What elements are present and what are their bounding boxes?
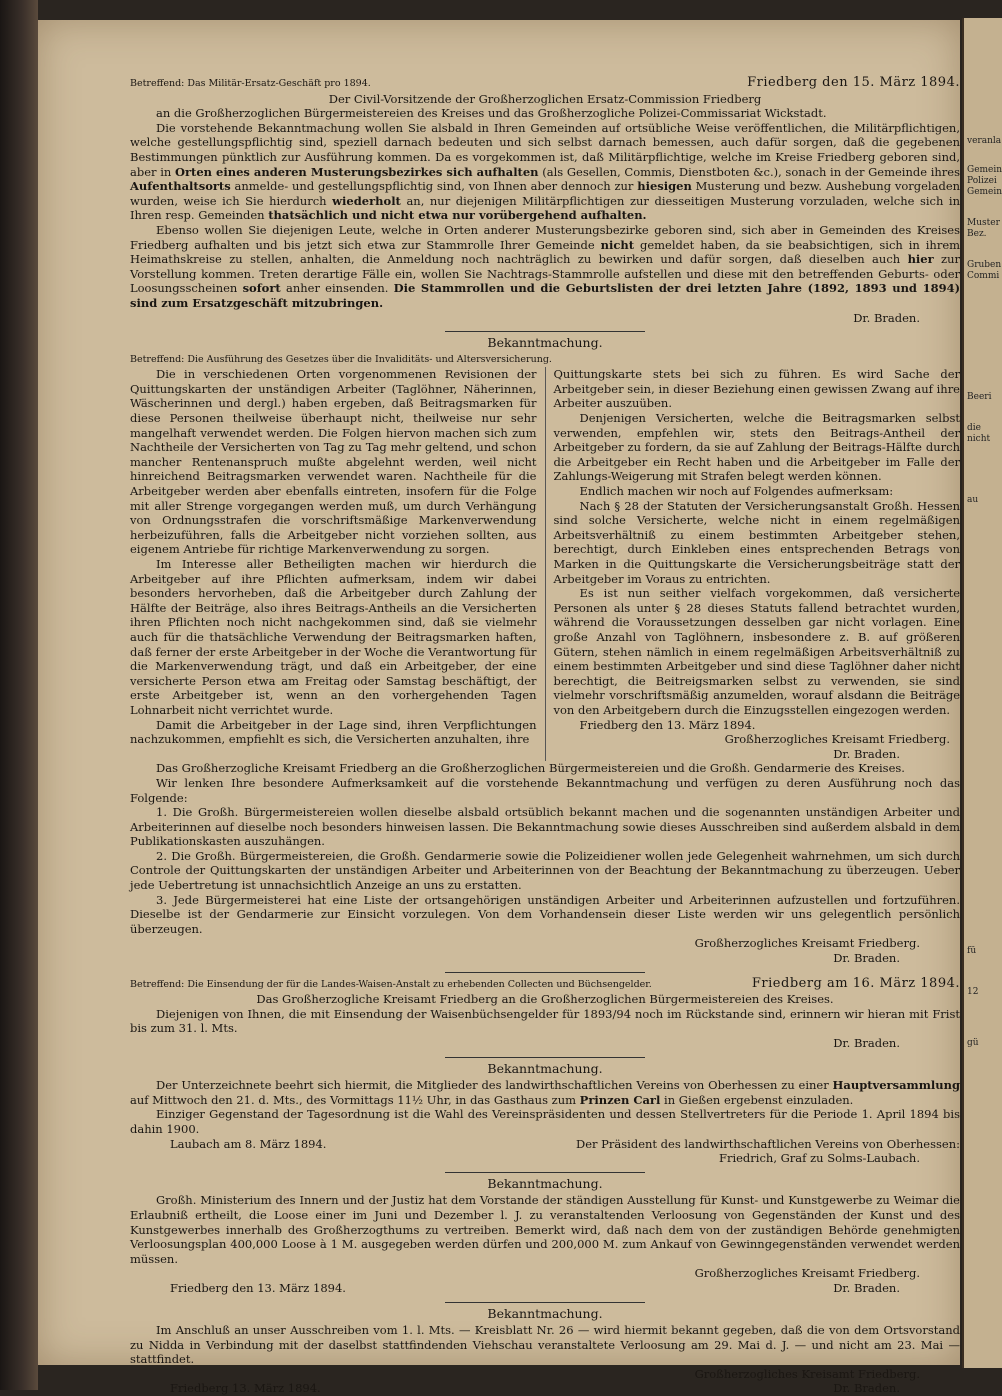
adjacent-text: Gemein: [967, 187, 1002, 197]
paragraph: Endlich machen wir noch auf Folgendes aufmerksam:: [579, 484, 894, 499]
notice-4-header: [130, 977, 960, 993]
text-run: Musterung und bezw. Aushebung vorgeladen wurden, weise ich Sie hierdurch: [130, 179, 961, 208]
notice-2-columns: [130, 367, 960, 761]
divider: [445, 1302, 645, 1303]
notice-7-date: Friedberg 13. März 1894.: [170, 1381, 321, 1396]
notice-4-betreff: Betreffend: Die Einsendung der für die Landes-Waisen-Anstalt zu erhebenden Collecten und Büchsengelder.: [130, 978, 652, 990]
bold-run: hier: [907, 252, 934, 267]
notice-1-date: Friedberg den 15. März 1894.: [747, 75, 960, 90]
notice-6-title: Bekanntmachung.: [487, 1175, 603, 1191]
text-run: zur Vorstellung kommen. Treten derartige Fälle ein, wollen Sie Nachtrags-Stammrolle aufstellen und diese mit den betreffenden Geburts- oder Loosungsscheinen: [130, 252, 961, 296]
notice-4-date: Friedberg am 16. März 1894.: [751, 975, 960, 991]
adjacent-text: nicht: [967, 434, 991, 444]
paragraph: Diejenigen von Ihnen, die mit Einsendung der Waisenbüchsengelder für 1893/94 noch im Rückstande sind, erinnern wir hieran mit Frist bis zum 31. l. Mts.: [130, 1006, 960, 1036]
text-run: in Gießen ergebenst einzuladen.: [664, 1092, 854, 1107]
paragraph: Im Anschluß an unser Ausschreiben vom 1. l. Mts. — Kreisblatt Nr. 26 — wird hiermit bekannt gegeben, daß die von dem Ortsvorstand zu Nidda in Verbindung mit der daselbst stattfindenden Viehschau veranstaltete Verloosung am 29. Mai d. J. — und nicht am 23. Mai — stattfindet.: [130, 1323, 960, 1367]
divider: [445, 1057, 645, 1058]
notice-1-from: Der Civil-Vorsitzende der Großherzoglichen Ersatz-Commission Friedberg: [328, 91, 762, 106]
notice-3-org: Großherzogliches Kreisamt Friedberg.: [694, 936, 920, 951]
text-run: (als Gesellen, Commis, Dienstboten &c.), sonach in der Gemeinde ihres: [542, 164, 961, 179]
notice-1-para-2: [130, 223, 960, 311]
adjacent-text: Gruben: [967, 260, 1002, 270]
notice-2-date: Friedberg den 13. März 1894.: [579, 717, 756, 732]
paragraph: Wir lenken Ihre besondere Aufmerksamkeit auf die vorstehende Bekanntmachung und verfügen zu deren Ausführung noch das Folgende:: [130, 775, 960, 805]
paragraph: Einziger Gegenstand der Tagesordnung ist die Wahl des Vereinspräsidenten und dessen Stellvertreters für die Periode 1. April 1894 bis dahin 1900.: [130, 1107, 960, 1136]
notice-2-title: Bekanntmachung.: [487, 335, 603, 351]
text-run: Der Unterzeichnete beehrt sich hiermit, die Mitglieder des landwirthschaftlichen Vereins von Oberhessen zu einer: [156, 1078, 829, 1093]
notice-4-signature: Dr. Braden.: [833, 1036, 900, 1050]
bold-run: wiederholt: [332, 193, 401, 208]
notice-7-signature: Dr. Braden.: [833, 1381, 900, 1396]
book-spine: [0, 0, 38, 1390]
bold-run: Hauptversammlung: [832, 1078, 961, 1093]
notice-4-head: Das Großherzogliche Kreisamt Friedberg an die Großherzoglichen Bürgermeistereien des Kreises.: [256, 992, 834, 1007]
notice-5-org: Der Präsident des landwirthschaftlichen Vereins von Oberhessen:: [575, 1136, 960, 1151]
notice-3-signature: Dr. Braden.: [833, 951, 900, 966]
adjacent-text: veranla: [967, 136, 1002, 146]
notice-3-head: Das Großherzogliche Kreisamt Friedberg an die Großherzoglichen Bürgermeistereien und die Großh. Gendarmerie des Kreises.: [156, 761, 905, 776]
text-run: Ebenso wollen Sie diejenigen Leute, welche in Orten anderer Musterungsbezirke geboren sind, sich aber in Gemeinden des Kreises Friedberg aufhalten und bis jetzt sich etwa zur Stammrolle Ihrer Gemeinde: [130, 222, 960, 252]
notice-1-para-1: [130, 121, 960, 223]
text-run: gemeldet haben, da sie beabsichtigen, sich in ihrem Heimathskreise zu stellen, anhalten, die Anmeldung noch nachträglich zu bewirken und dafür sorgen, daß dieselben auch: [130, 237, 961, 267]
notice-1-to: an die Großherzoglichen Bürgermeistereien des Kreises und das Großherzogliche Polizei-Commissariat Wickstadt.: [156, 106, 827, 121]
text-run: an, nur diejenigen Militärpflichtigen zur diesseitigen Musterung vorzuladen, welche sich in Ihren resp. Gemeinden: [130, 193, 961, 223]
paragraph: Denjenigen Versicherten, welche die Beitragsmarken selbst verwenden, empfehlen wir, stets den Beitrags-Antheil der Arbeitgeber zu fordern, da sie auf Zahlung der Beitrags-Hälfte durch die Arbeitgeber ein Recht haben und die Arbeitgeber im Falle der Zahlungs-Weigerung mit Strafen belegt werden können.: [553, 411, 960, 484]
notice-2-left-column: [130, 367, 537, 761]
notice-7-footer: [130, 1381, 960, 1396]
paragraph: Quittungskarte stets bei sich zu führen. Es wird Sache der Arbeitgeber sein, in dieser Beziehung einen gewissen Zwang auf ihre Arbeiter auszuüben.: [553, 367, 960, 411]
adjacent-text: gü: [967, 1038, 979, 1048]
paragraph: [130, 1078, 960, 1107]
divider: [445, 331, 645, 332]
text-run: Die vorstehende Bekanntmachung wollen Sie alsbald in Ihren Gemeinden auf ortsübliche Weise veröffentlichen, die Militärpflichtigen, welche gestellungspflichtig sind, speziell darnach bedeuten und sich selbst darnach bemessen, auch dafür sorgen, daß die gegebenen Bestimmungen pünktlich zur Ausführung kommen. Da es vorgekommen ist, daß Militärpflichtige, welche im Kreise Friedberg geboren sind, aber in: [130, 120, 960, 179]
paragraph: Nach § 28 der Statuten der Versicherungsanstalt Großh. Hessen sind solche Versicherte, welche nicht in einem regelmäßigen Arbeitsverhältniß zu einem bestimmten Arbeitgeber stehen, berechtigt, durch Einkleben eines entsprechenden Betrags von Marken in die Quittungskarte die Versicherungsbeiträge statt der Arbeitgeber im Voraus zu entrichten.: [553, 498, 960, 586]
adjacent-text: fü: [967, 946, 977, 956]
bold-run: sofort: [242, 281, 281, 296]
notice-5-footer: [130, 1137, 960, 1152]
bold-run: hiesigen: [637, 179, 692, 194]
adjacent-text: Muster: [967, 218, 1000, 228]
adjacent-text: Commi: [967, 271, 1000, 281]
notice-7-org: Großherzogliches Kreisamt Friedberg.: [694, 1366, 920, 1381]
notice-5-signature: Friedrich, Graf zu Solms-Laubach.: [718, 1151, 920, 1166]
bold-run: Die Stammrollen und die Geburtslisten der drei letzten Jahre (1892, 1893 und 1894) sind zum Ersatzgeschäft mitzubringen.: [130, 281, 961, 310]
notice-1-betreff: Betreffend: Das Militär-Ersatz-Geschäft pro 1894.: [130, 78, 371, 89]
text-run: anmelde- und gestellungspflichtig sind, von Ihnen aber dennoch zur: [234, 179, 634, 194]
paragraph: Damit die Arbeitgeber in der Lage sind, ihren Verpflichtungen nachzukommen, empfiehlt es sich, die Versicherten anzuhalten, ihre: [130, 717, 537, 747]
adjacent-text: Polizei: [967, 176, 997, 186]
page-content: [130, 76, 960, 1396]
notice-5-title: Bekanntmachung.: [487, 1060, 603, 1076]
paragraph: 2. Die Großh. Bürgermeistereien, die Großh. Gendarmerie sowie die Polizeidiener wollen jede Gelegenheit wahrnehmen, um sich durch Controle der Quittungskarten der unständigen Arbeiter und Arbeiterinnen von der Beachtung der Bekanntmachung zu überzeugen. Ueber jede Uebertretung ist unnachsichtlich Anzeige an uns zu erstatten.: [130, 848, 960, 893]
adjacent-text: au: [967, 495, 979, 505]
notice-2-betreff: Betreffend: Die Ausführung des Gesetzes über die Invaliditäts- und Altersversicherung.: [130, 353, 552, 365]
bold-run: thatsächlich und nicht etwa nur vorübergehend aufhalten.: [268, 208, 647, 223]
document-page: [38, 20, 961, 1396]
adjacent-text: Gemein: [967, 165, 1002, 175]
paragraph: Die in verschiedenen Orten vorgenommenen Revisionen der Quittungskarten der unständigen Arbeiter (Taglöhner, Näherinnen, Wäscherinnen und dergl.) haben ergeben, daß Beitragsmarken für diese Personen theilweise überhaupt nicht, theilweise nur sehr mangelhaft verwendet werden. Die Folgen hiervon machen sich zum Nachtheile der Versicherten von Tag zu Tag mehr geltend, und schon mancher Rentenanspruch mußte abgelehnt werden, weil nicht hinreichend Beitragsmarken verwendet waren. Nachtheile für die Arbeitgeber werden aber ebenfalls eintreten, insofern für die Folge mit aller Strenge vorgegangen werden muß, um durch Verhängung von Ordnungsstrafen die vorschriftsmäßige Markenverwendung herbeizuführen, falls die Arbeitgeber nicht vorziehen sollten, aus eigenem Antriebe für richtige Markenverwendung zu sorgen.: [130, 367, 537, 557]
column-divider: [545, 367, 546, 761]
adjacent-text: Bez.: [967, 229, 987, 239]
notice-6-date: Friedberg den 13. März 1894.: [170, 1280, 346, 1295]
bold-run: Prinzen Carl: [579, 1092, 661, 1107]
notice-7-title: Bekanntmachung.: [487, 1305, 603, 1321]
bold-run: Aufenthaltsorts: [130, 179, 231, 194]
divider: [445, 1172, 645, 1173]
text-run: auf Mittwoch den 21. d. Mts., des Vormittags 11½ Uhr, in das Gasthaus zum: [130, 1092, 577, 1107]
paragraph: Großh. Ministerium des Innern und der Justiz hat dem Vorstande der ständigen Ausstellung für Kunst- und Kunstgewerbe zu Weimar die Erlaubniß ertheilt, die Loose einer im Juni und Dezember l. J. zu veranstaltenden Verloosung von Gegenständen der Kunst und des Kunstgewerbes innerhalb des Großherzogthums zu vertreiben. Bemerkt wird, daß nach dem von der zuständigen Behörde genehmigten Verloosungsplan 400,000 Loose à 1 M. ausgegeben werden dürfen und 200,000 M. zum Ankauf von Gewinngegenständen verwendet werden müssen.: [130, 1193, 960, 1266]
notice-5-date: Laubach am 8. März 1894.: [170, 1136, 327, 1151]
text-run: anher einsenden.: [285, 281, 389, 296]
notice-6-footer: [130, 1281, 960, 1296]
notice-2-right-column: [554, 367, 961, 761]
bold-run: nicht: [600, 237, 635, 252]
adjacent-text: 12: [967, 987, 979, 997]
adjacent-text: Beeri: [967, 392, 992, 402]
adjacent-text: die: [967, 423, 981, 433]
notice-2-org: Großherzogliches Kreisamt Friedberg.: [724, 732, 950, 747]
adjacent-page-edge: [962, 18, 1002, 1368]
paragraph: Im Interesse aller Betheiligten machen wir hierdurch die Arbeitgeber auf ihre Pflichten aufmerksam, indem wir dabei besonders hervorheben, daß die Arbeitgeber durch Zahlung der Hälfte der Beiträge, also ihres Beitrags-Antheils an die Versicherten ihren Pflichten noch nicht nachgekommen sind, daß sie vielmehr auch für die thatsächliche Verwendung der Beitragsmarken haften, daß ferner der erste Arbeitgeber in der Woche die Verantwortung für die Markenverwendung trägt, und daß ein Arbeitgeber, der eine versicherte Person etwa am Freitag oder Samstag beschäftigt, der erste Arbeitgeber ist, wenn an den vorhergehenden Tagen Lohnarbeit nicht verrichtet wurde.: [130, 557, 537, 717]
notice-6-signature: Dr. Braden.: [833, 1280, 900, 1295]
divider: [445, 972, 645, 973]
paragraph: Es ist nun seither vielfach vorgekommen, daß versicherte Personen als unter § 28 dieses Statuts fallend betrachtet wurden, während die Voraussetzungen desselben gar nicht vorlagen. Eine große Anzahl von Taglöhnern, insbesondere z. B. auf größeren Gütern, stehen nämlich in einem regelmäßigen Arbeitsverhältniß zu einem bestimmten Arbeitgeber und sind diese Taglöhner daher nicht berechtigt, die Beitreigsmarken selbst zu verwenden, sie sind vielmehr vorschriftsmäßig anzumelden, worauf alsdann die Beiträge von den Arbeitgebern durch die Einzugsstellen eingezogen werden.: [553, 586, 960, 717]
notice-6-org: Großherzogliches Kreisamt Friedberg.: [694, 1266, 920, 1281]
bold-run: Orten eines anderen Musterungsbezirkes sich aufhalten: [174, 164, 539, 179]
paragraph: 1. Die Großh. Bürgermeistereien wollen dieselbe alsbald ortsüblich bekannt machen und die sogenannten unständigen Arbeiter und Arbeiterinnen auf dieselbe noch besonders hinweisen lassen. Die Bekanntmachung sowie dieses Ausschreiben sind außerdem alsbald in dem Publikationskasten auszuhängen.: [130, 805, 960, 849]
notice-1-header: [130, 76, 960, 92]
notice-2-signature: Dr. Braden.: [833, 746, 900, 761]
paragraph: 3. Jede Bürgermeisterei hat eine Liste der ortsangehörigen unständigen Arbeiter und Arbeiterinnen aufzustellen und fortzuführen. Dieselbe ist der Gendarmerie zur Einsicht vorzulegen. Von dem Vorhandensein dieser Liste werden wir uns gelegentlich persönlich überzeugen.: [130, 892, 960, 936]
notice-1-signature: Dr. Braden.: [853, 310, 920, 325]
